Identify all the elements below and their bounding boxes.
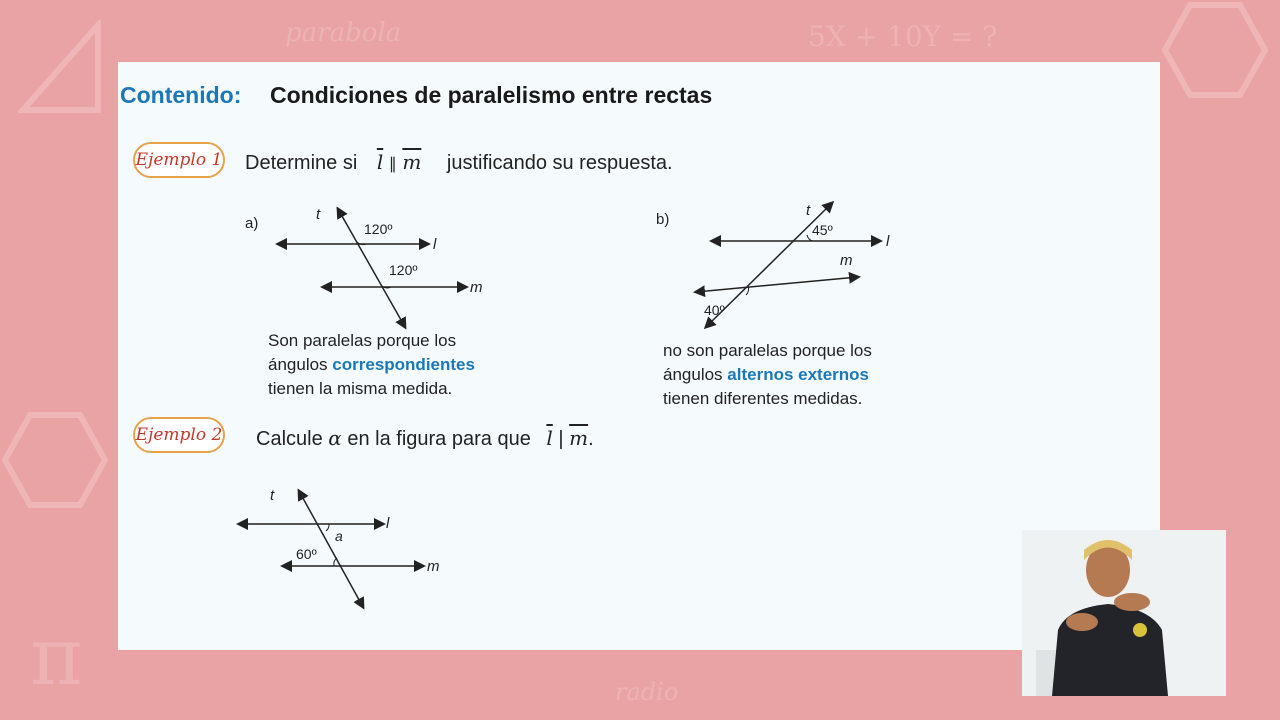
part-b-expl-pre: ángulos xyxy=(663,365,723,384)
part-a-figure xyxy=(268,197,528,337)
part-b-angle-top: 45º xyxy=(812,222,833,238)
part-b-explanation xyxy=(663,339,872,411)
part-a-angle-bottom: 120º xyxy=(389,262,418,278)
example2-label-t: t xyxy=(270,487,275,504)
example2-period: . xyxy=(588,428,594,450)
part-a-expl-pre: ángulos xyxy=(268,355,328,374)
example1-badge: Ejemplo 1 xyxy=(133,142,225,178)
interpreter-silhouette-icon xyxy=(1022,530,1226,696)
example2-label-m: m xyxy=(427,558,440,575)
example2-prompt-mid: en la figura para que xyxy=(347,428,531,450)
example2-angle-known: 60º xyxy=(296,546,317,562)
bg-deco-radio: radio xyxy=(615,678,679,706)
page-title: Condiciones de paralelismo entre rectas xyxy=(270,82,713,108)
bg-deco-hexagon-icon xyxy=(0,410,110,510)
interpreter-video xyxy=(1022,530,1226,696)
part-a-expl-line1: Son paralelas porque los xyxy=(268,331,457,350)
part-a-expl-highlight: correspondientes xyxy=(332,355,475,374)
example2-variable: α xyxy=(328,426,342,450)
part-a-angle-top: 120º xyxy=(364,221,393,237)
example2-angle-unknown: a xyxy=(335,528,343,544)
example2-figure xyxy=(233,477,473,617)
bg-deco-hexagon2-icon xyxy=(1160,0,1270,100)
part-b-angle-bottom: 40º xyxy=(704,302,725,318)
part-b-label-l: l xyxy=(886,233,890,250)
slide-panel xyxy=(118,62,1160,650)
part-b-line-m xyxy=(696,277,858,292)
example2-parallel-symbol: | xyxy=(558,428,564,450)
part-b-label: b) xyxy=(656,211,670,228)
example2-line-l: $\overline{l}$ xyxy=(546,426,553,450)
example1-prompt-start: Determine si xyxy=(245,152,358,174)
part-b-expl-highlight: alternos externos xyxy=(727,365,870,384)
part-b-expl-line1: no son paralelas porque los xyxy=(663,341,872,360)
part-b-expl-line2 xyxy=(663,363,872,387)
example1-prompt-end: justificando su respuesta. xyxy=(446,152,673,174)
part-b-label-t: t xyxy=(806,202,811,219)
part-b-expl-line3: tienen diferentes medidas. xyxy=(663,389,863,408)
bg-deco-pi-icon: π xyxy=(30,610,83,703)
example1-line-m: $\overline{m}$ xyxy=(402,150,422,174)
example2-prompt xyxy=(256,426,594,451)
part-a-label: a) xyxy=(245,215,259,232)
example1-prompt xyxy=(245,150,673,175)
example1-parallel-symbol: ∥ xyxy=(388,156,397,173)
bg-deco-equation: 5X + 10Y = ? xyxy=(808,20,998,53)
part-b-figure xyxy=(690,195,920,335)
bg-deco-parabola: parabola xyxy=(285,18,402,48)
example2-line-m: $\overline{m}$ xyxy=(569,426,589,450)
part-a-expl-line3: tienen la misma medida. xyxy=(268,379,453,398)
content-label: Contenido: xyxy=(120,82,242,108)
example2-prompt-start: Calcule xyxy=(256,428,323,450)
part-a-explanation xyxy=(268,329,475,401)
bg-deco-triangle-icon xyxy=(18,20,118,130)
part-b-label-m: m xyxy=(840,252,853,269)
part-a-label-t: t xyxy=(316,206,321,223)
example1-line-l: $\overline{l}$ xyxy=(376,150,384,174)
part-a-label-l: l xyxy=(433,236,437,253)
example2-badge: Ejemplo 2 xyxy=(133,417,225,453)
part-a-expl-line2 xyxy=(268,353,475,377)
part-a-label-m: m xyxy=(470,279,483,296)
example2-arc-a xyxy=(326,524,329,531)
example2-label-l: l xyxy=(386,515,390,532)
